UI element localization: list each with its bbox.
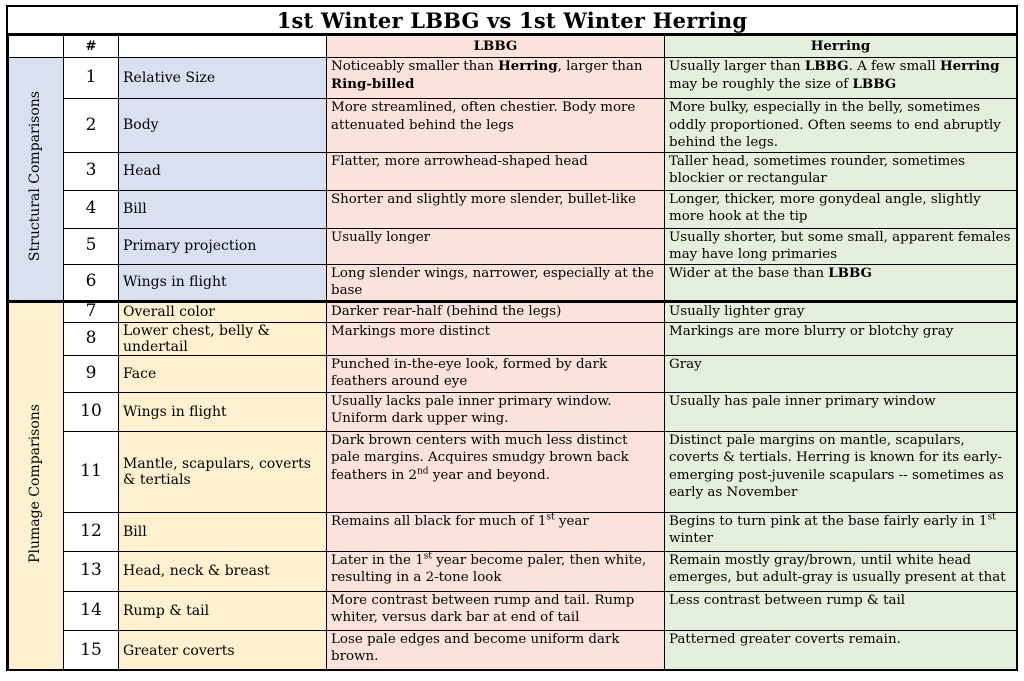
text-run: Darker rear-half (behind the legs) [331, 303, 562, 319]
lbbg-cell [327, 228, 665, 264]
superscript: st [423, 551, 432, 562]
feature-cell: Mantle, scapulars, coverts & tertials [119, 431, 327, 512]
herring-cell [665, 431, 1017, 512]
table-row [9, 392, 1017, 431]
herring-cell [665, 228, 1017, 264]
text-run: Markings more distinct [331, 323, 491, 339]
row-number: 8 [64, 322, 119, 355]
text-run: Lose pale edges and become uniform dark brown. [331, 631, 620, 664]
feature-cell: Wings in flight [119, 392, 327, 431]
header-feature [119, 36, 327, 58]
feature-cell: Body [119, 99, 327, 153]
text-run: Gray [669, 356, 702, 372]
table-row [9, 152, 1017, 190]
text-run: Less contrast between rump & tail [669, 592, 906, 608]
text-run: Longer, thicker, more gonydeal angle, slightly more hook at the tip [669, 191, 981, 224]
bold-text: LBBG [852, 75, 897, 92]
text-run: Usually lighter gray [669, 303, 805, 319]
row-number: 4 [64, 190, 119, 228]
row-number: 15 [64, 630, 119, 671]
text-run: Punched in-the-eye look, formed by dark feathers around eye [331, 356, 608, 389]
feature-cell: Relative Size [119, 58, 327, 99]
text-run: Usually longer [331, 229, 431, 245]
text-run: Usually shorter, but some small, apparent females may have long primaries [669, 229, 1011, 262]
row-number: 3 [64, 152, 119, 190]
row-number: 6 [64, 264, 119, 301]
herring-cell [665, 301, 1017, 322]
text-run: year [554, 513, 589, 529]
lbbg-cell [327, 431, 665, 512]
text-run: may be roughly the size of [669, 76, 853, 92]
herring-cell [665, 551, 1017, 591]
feature-cell: Primary projection [119, 228, 327, 264]
table-row [9, 58, 1017, 99]
text-run: Long slender wings, narrower, especially at the base [331, 265, 654, 298]
herring-cell [665, 322, 1017, 355]
header-num: # [64, 36, 119, 58]
text-run: Shorter and slightly more slender, bullet-like [331, 191, 636, 207]
text-run: Remains all black for much of 1 [331, 513, 547, 529]
feature-cell: Greater coverts [119, 630, 327, 671]
header-blank [9, 36, 64, 58]
row-number: 11 [64, 431, 119, 512]
bold-text: LBBG [828, 264, 872, 281]
bold-text: Herring [498, 58, 558, 74]
text-run: Remain mostly gray/brown, until white head emerges, but adult-gray is usually present at that [669, 552, 1006, 585]
bold-text: Ring-billed [331, 75, 415, 92]
superscript: nd [417, 466, 429, 477]
table-row [9, 630, 1017, 671]
lbbg-cell [327, 512, 665, 551]
herring-cell [665, 630, 1017, 671]
lbbg-cell [327, 264, 665, 301]
herring-cell [665, 591, 1017, 630]
herring-cell [665, 152, 1017, 190]
herring-cell [665, 190, 1017, 228]
lbbg-cell [327, 630, 665, 671]
feature-cell: Wings in flight [119, 264, 327, 301]
table-row [9, 355, 1017, 392]
text-run: Wider at the base than [669, 265, 829, 281]
text-run: winter [669, 531, 714, 546]
header-lbbg: LBBG [327, 36, 665, 58]
table-row [9, 551, 1017, 591]
text-run: Taller head, sometimes rounder, sometimes blockier or rectangular [669, 153, 965, 186]
row-number: 13 [64, 551, 119, 591]
lbbg-cell [327, 152, 665, 190]
text-run: Usually larger than [669, 59, 805, 74]
comparison-chart [6, 5, 1018, 671]
text-run: Begins to turn pink at the base fairly early in 1 [669, 513, 988, 529]
group-label-structural [9, 58, 64, 302]
lbbg-cell [327, 355, 665, 392]
row-number: 5 [64, 228, 119, 264]
row-number: 1 [64, 58, 119, 99]
feature-cell: Face [119, 355, 327, 392]
group-label-plumage [9, 301, 64, 671]
text-run: More bulky, especially in the belly, sometimes oddly proportioned. Often seems to end abruptly behind the legs. [669, 100, 1001, 150]
row-number: 7 [64, 301, 119, 322]
herring-cell [665, 99, 1017, 153]
bold-text: LBBG [804, 58, 849, 74]
table-row [9, 591, 1017, 630]
table-row [9, 301, 1017, 322]
text-run: More streamlined, often chestier. Body more attenuated behind the legs [331, 100, 636, 133]
row-number: 2 [64, 99, 119, 153]
lbbg-cell [327, 551, 665, 591]
table-row [9, 190, 1017, 228]
lbbg-cell [327, 322, 665, 355]
lbbg-cell [327, 392, 665, 431]
row-number: 10 [64, 392, 119, 431]
herring-cell [665, 58, 1017, 99]
page-title: 1st Winter LBBG vs 1st Winter Herring [8, 7, 1016, 35]
row-number: 12 [64, 512, 119, 551]
table-row [9, 228, 1017, 264]
group-label-text: Plumage Comparisons [27, 404, 44, 564]
row-number: 14 [64, 591, 119, 630]
text-run: Later in the 1 [331, 552, 424, 568]
header-row [9, 36, 1017, 58]
text-run: Patterned greater coverts remain. [669, 631, 901, 647]
herring-cell [665, 392, 1017, 431]
herring-cell [665, 264, 1017, 301]
lbbg-cell [327, 190, 665, 228]
text-run: Usually lacks pale inner primary window. Uniform dark upper wing. [331, 393, 612, 426]
herring-cell [665, 355, 1017, 392]
table-row [9, 431, 1017, 512]
text-run: Distinct pale margins on mantle, scapulars, coverts & tertials. Herring is known for its early-emerging post-juvenile scapulars -- sometimes as early as November [669, 432, 1004, 500]
lbbg-cell [327, 58, 665, 99]
feature-cell: Bill [119, 512, 327, 551]
table-row [9, 322, 1017, 355]
text-run: Markings are more blurry or blotchy gray [669, 323, 954, 339]
bold-text: Herring [940, 58, 1000, 74]
superscript: st [987, 512, 996, 523]
group-label-text: Structural Comparisons [27, 90, 44, 262]
row-number: 9 [64, 355, 119, 392]
text-run: , larger than [557, 59, 643, 74]
text-run: year become paler, then white, resulting in a 2-tone look [331, 552, 647, 585]
text-run: Dark brown centers with much less distinct pale margins. Acquires smudgy brown back feathers in 2 [331, 432, 629, 483]
text-run: Usually has pale inner primary window [669, 393, 936, 409]
superscript: st [546, 512, 555, 523]
text-run: Flatter, more arrowhead-shaped head [331, 153, 588, 169]
text-run: year and beyond. [428, 467, 550, 483]
herring-cell [665, 512, 1017, 551]
feature-cell: Lower chest, belly & undertail [119, 322, 327, 355]
feature-cell: Head [119, 152, 327, 190]
feature-cell: Rump & tail [119, 591, 327, 630]
text-run: Noticeably smaller than [331, 59, 499, 74]
lbbg-cell [327, 99, 665, 153]
comparison-table [8, 35, 1017, 671]
lbbg-cell [327, 301, 665, 322]
table-body [9, 58, 1017, 672]
text-run: . A few small [848, 59, 941, 74]
table-row [9, 99, 1017, 153]
header-herring: Herring [665, 36, 1017, 58]
feature-cell: Overall color [119, 301, 327, 322]
table-row [9, 264, 1017, 301]
feature-cell: Bill [119, 190, 327, 228]
feature-cell: Head, neck & breast [119, 551, 327, 591]
table-row [9, 512, 1017, 551]
text-run: More contrast between rump and tail. Rump whiter, versus dark bar at end of tail [331, 592, 635, 625]
lbbg-cell [327, 591, 665, 630]
